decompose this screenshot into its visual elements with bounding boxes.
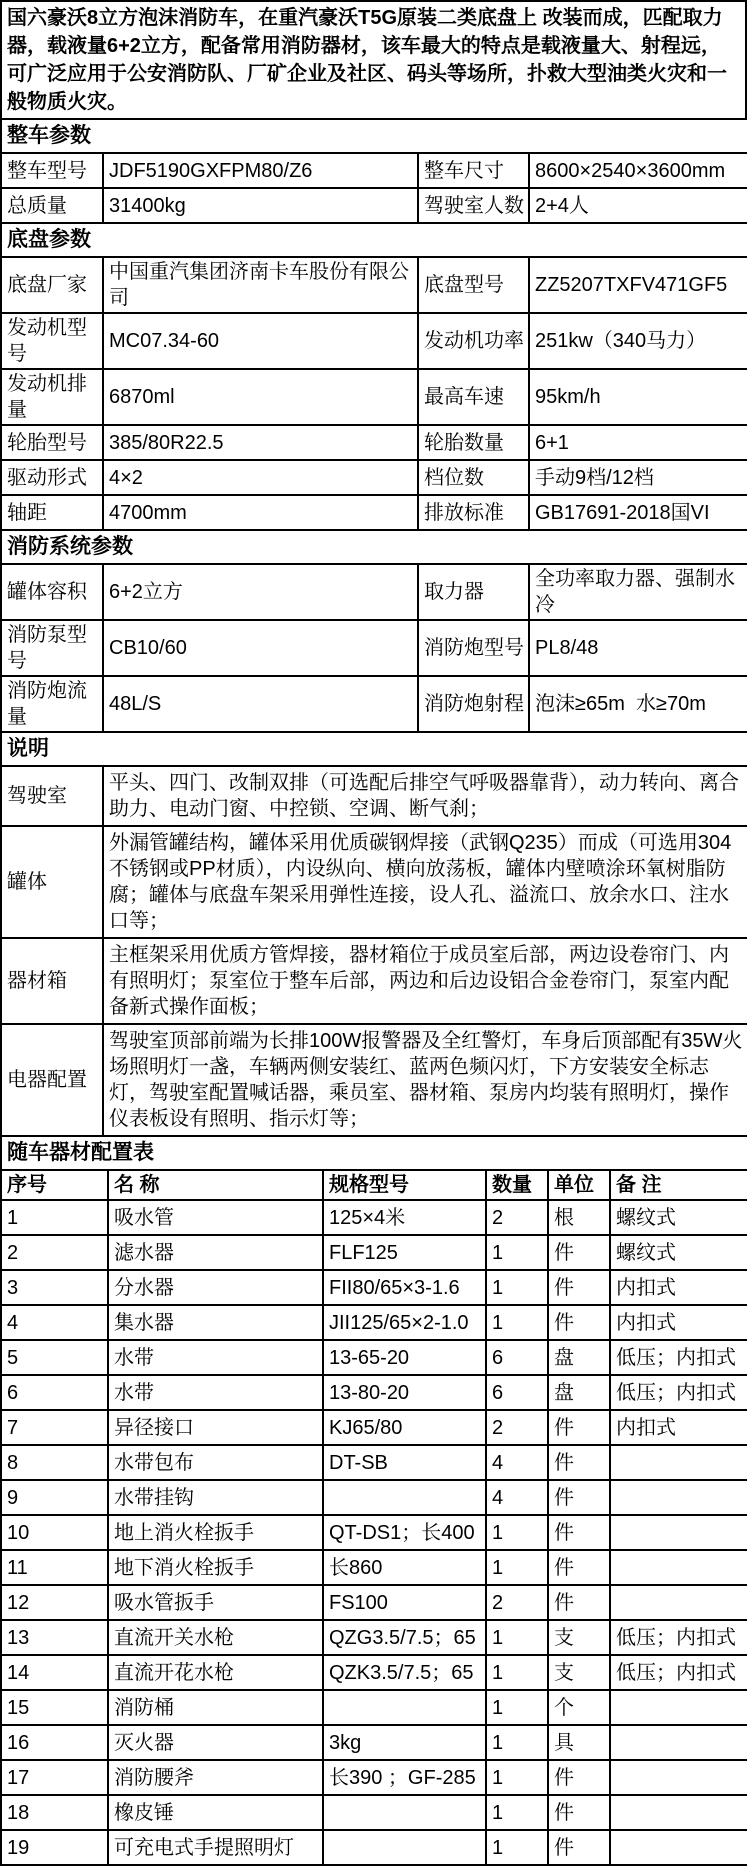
param-value: 95km/h — [529, 369, 747, 425]
table-row — [1, 1585, 747, 1620]
equipment-quantity: 2 — [486, 1200, 548, 1235]
equipment-name: 橡皮锤 — [108, 1795, 323, 1830]
equipment-remark — [610, 1690, 747, 1725]
section-title-row — [1, 732, 747, 766]
section-title-equipment: 随车器材配置表 — [1, 1136, 747, 1170]
equipment-header-row — [1, 1170, 747, 1200]
equipment-model: 125×4米 — [323, 1200, 486, 1235]
table-row — [1, 1375, 747, 1410]
param-label: 取力器 — [418, 564, 529, 620]
table-row — [1, 1480, 747, 1515]
equipment-unit: 件 — [548, 1480, 610, 1515]
param-label: 发动机排量 — [1, 369, 103, 425]
param-label: 发动机功率 — [418, 313, 529, 369]
equipment-model: JII125/65×2-1.0 — [323, 1305, 486, 1340]
equipment-name: 地下消火栓扳手 — [108, 1550, 323, 1585]
table-row — [1, 257, 747, 313]
equipment-index: 6 — [1, 1375, 108, 1410]
param-label: 罐体容积 — [1, 564, 103, 620]
section-notes-rows — [1, 766, 747, 1136]
equipment-quantity: 1 — [486, 1830, 548, 1865]
param-value: CB10/60 — [103, 620, 418, 676]
param-label: 消防炮射程 — [418, 676, 529, 732]
param-label: 消防炮型号 — [418, 620, 529, 676]
equipment-remark — [610, 1515, 747, 1550]
equipment-unit: 件 — [548, 1515, 610, 1550]
param-value: 全功率取力器、强制水冷 — [529, 564, 747, 620]
equipment-index: 8 — [1, 1445, 108, 1480]
table-row — [1, 1305, 747, 1340]
equipment-model: FLF125 — [323, 1235, 486, 1270]
equipment-unit: 根 — [548, 1200, 610, 1235]
equipment-quantity: 6 — [486, 1375, 548, 1410]
equipment-quantity: 1 — [486, 1270, 548, 1305]
equipment-remark: 低压；内扣式 — [610, 1655, 747, 1690]
equipment-index: 16 — [1, 1725, 108, 1760]
equipment-name: 水带挂钩 — [108, 1480, 323, 1515]
table-row — [1, 425, 747, 460]
table-row — [1, 826, 747, 938]
equipment-model: 3kg — [323, 1725, 486, 1760]
equipment-index: 19 — [1, 1830, 108, 1865]
note-text: 驾驶室顶部前端为长排100W报警器及全红警灯，车身后顶部配有35W火场照明灯一盏，车辆两侧安装红、蓝两色频闪灯，下方安装安全标志灯，驾驶室配置喊话器，乘员室、器材箱、泵房内均装有照明灯，操作仪表板设有照明、指示灯等； — [103, 1024, 747, 1136]
equipment-quantity: 1 — [486, 1235, 548, 1270]
table-row — [1, 1515, 747, 1550]
table-row — [1, 564, 747, 620]
equipment-unit: 件 — [548, 1585, 610, 1620]
column-header-model: 规格型号 — [323, 1170, 486, 1200]
param-value: 4700mm — [103, 495, 418, 530]
param-label: 档位数 — [418, 460, 529, 495]
table-row — [1, 1655, 747, 1690]
equipment-quantity: 1 — [486, 1725, 548, 1760]
equipment-name: 地上消火栓扳手 — [108, 1515, 323, 1550]
table-row — [1, 1795, 747, 1830]
equipment-remark: 低压；内扣式 — [610, 1340, 747, 1375]
equipment-model: KJ65/80 — [323, 1410, 486, 1445]
section-chassis-title — [1, 223, 747, 257]
equipment-unit: 支 — [548, 1655, 610, 1690]
param-label: 总质量 — [1, 188, 103, 223]
equipment-name: 滤水器 — [108, 1235, 323, 1270]
note-label: 器材箱 — [1, 938, 103, 1024]
equipment-name: 水带 — [108, 1375, 323, 1410]
section-title-row — [1, 530, 747, 564]
column-header-name: 名 称 — [108, 1170, 323, 1200]
equipment-quantity: 1 — [486, 1515, 548, 1550]
table-row — [1, 153, 747, 188]
equipment-unit: 件 — [548, 1305, 610, 1340]
param-label: 整车型号 — [1, 153, 103, 188]
equipment-unit: 个 — [548, 1690, 610, 1725]
equipment-remark — [610, 1480, 747, 1515]
equipment-index: 13 — [1, 1620, 108, 1655]
equipment-remark: 低压；内扣式 — [610, 1375, 747, 1410]
param-label: 底盘厂家 — [1, 257, 103, 313]
equipment-model: DT-SB — [323, 1445, 486, 1480]
equipment-remark: 低压；内扣式 — [610, 1620, 747, 1655]
equipment-remark: 螺纹式 — [610, 1200, 747, 1235]
param-value: 8600×2540×3600mm — [529, 153, 747, 188]
table-row — [1, 938, 747, 1024]
param-label: 发动机型号 — [1, 313, 103, 369]
param-label: 驱动形式 — [1, 460, 103, 495]
param-value: 4×2 — [103, 460, 418, 495]
equipment-model: QZK3.5/7.5；65 — [323, 1655, 486, 1690]
equipment-rows — [1, 1200, 747, 1865]
equipment-model: 13-65-20 — [323, 1340, 486, 1375]
param-value: GB17691-2018国VI — [529, 495, 747, 530]
equipment-name: 分水器 — [108, 1270, 323, 1305]
equipment-name: 水带 — [108, 1340, 323, 1375]
section-vehicle-rows — [1, 153, 747, 223]
equipment-remark: 内扣式 — [610, 1305, 747, 1340]
equipment-unit: 件 — [548, 1270, 610, 1305]
equipment-remark — [610, 1760, 747, 1795]
table-row — [1, 460, 747, 495]
param-label: 轴距 — [1, 495, 103, 530]
equipment-index: 11 — [1, 1550, 108, 1585]
param-value: 31400kg — [103, 188, 418, 223]
equipment-model — [323, 1690, 486, 1725]
equipment-name: 集水器 — [108, 1305, 323, 1340]
table-row — [1, 1024, 747, 1136]
equipment-index: 18 — [1, 1795, 108, 1830]
section-fire-system-rows — [1, 564, 747, 732]
note-text: 主框架采用优质方管焊接，器材箱位于成员室后部，两边设卷帘门、内有照明灯；泵室位于整车后部，两边和后边设铝合金卷帘门，泵室内配备新式操作面板； — [103, 938, 747, 1024]
equipment-quantity: 1 — [486, 1550, 548, 1585]
param-value: MC07.34-60 — [103, 313, 418, 369]
note-label: 电器配置 — [1, 1024, 103, 1136]
section-title-vehicle: 整车参数 — [1, 119, 747, 153]
param-value: 251kw（340马力） — [529, 313, 747, 369]
equipment-name: 吸水管 — [108, 1200, 323, 1235]
table-row — [1, 1200, 747, 1235]
equipment-name: 消防腰斧 — [108, 1760, 323, 1795]
equipment-remark — [610, 1795, 747, 1830]
table-row — [1, 188, 747, 223]
spec-table — [0, 118, 747, 1137]
table-row — [1, 313, 747, 369]
equipment-unit: 盘 — [548, 1375, 610, 1410]
section-title-row — [1, 223, 747, 257]
param-value: 385/80R22.5 — [103, 425, 418, 460]
equipment-title — [1, 1136, 747, 1200]
equipment-quantity: 6 — [486, 1340, 548, 1375]
param-label: 底盘型号 — [418, 257, 529, 313]
param-value: 6870ml — [103, 369, 418, 425]
table-row — [1, 1410, 747, 1445]
equipment-remark — [610, 1550, 747, 1585]
equipment-name: 水带包布 — [108, 1445, 323, 1480]
table-row — [1, 766, 747, 826]
equipment-model: QZG3.5/7.5；65 — [323, 1620, 486, 1655]
equipment-model — [323, 1480, 486, 1515]
equipment-name: 直流开花水枪 — [108, 1655, 323, 1690]
section-title-chassis: 底盘参数 — [1, 223, 747, 257]
param-value: PL8/48 — [529, 620, 747, 676]
equipment-model: 13-80-20 — [323, 1375, 486, 1410]
equipment-index: 15 — [1, 1690, 108, 1725]
equipment-model: FII80/65×3-1.6 — [323, 1270, 486, 1305]
equipment-index: 17 — [1, 1760, 108, 1795]
equipment-quantity: 4 — [486, 1445, 548, 1480]
equipment-quantity: 1 — [486, 1620, 548, 1655]
equipment-unit: 具 — [548, 1725, 610, 1760]
equipment-unit: 件 — [548, 1830, 610, 1865]
param-value: JDF5190GXFPM80/Z6 — [103, 153, 418, 188]
table-row — [1, 1235, 747, 1270]
equipment-quantity: 2 — [486, 1585, 548, 1620]
section-fire-system-title — [1, 530, 747, 564]
equipment-remark: 内扣式 — [610, 1410, 747, 1445]
table-row — [1, 676, 747, 732]
param-label: 排放标准 — [418, 495, 529, 530]
table-row — [1, 369, 747, 425]
equipment-model: FS100 — [323, 1585, 486, 1620]
param-value: 中国重汽集团济南卡车股份有限公司 — [103, 257, 418, 313]
table-row — [1, 1550, 747, 1585]
table-row — [1, 1830, 747, 1865]
column-header-index: 序号 — [1, 1170, 108, 1200]
param-value: ZZ5207TXFV471GF5 — [529, 257, 747, 313]
equipment-remark — [610, 1830, 747, 1865]
section-title-fire-system: 消防系统参数 — [1, 530, 747, 564]
equipment-quantity: 1 — [486, 1795, 548, 1830]
equipment-quantity: 1 — [486, 1305, 548, 1340]
equipment-model: QT-DS1；长400 — [323, 1515, 486, 1550]
equipment-quantity: 1 — [486, 1690, 548, 1725]
table-row — [1, 495, 747, 530]
equipment-remark: 内扣式 — [610, 1270, 747, 1305]
column-header-unit: 单位 — [548, 1170, 610, 1200]
equipment-quantity: 1 — [486, 1655, 548, 1690]
equipment-name: 消防桶 — [108, 1690, 323, 1725]
column-header-quantity: 数量 — [486, 1170, 548, 1200]
equipment-model: 长860 — [323, 1550, 486, 1585]
equipment-index: 1 — [1, 1200, 108, 1235]
equipment-remark — [610, 1445, 747, 1480]
equipment-quantity: 2 — [486, 1410, 548, 1445]
equipment-name: 可充电式手提照明灯 — [108, 1830, 323, 1865]
equipment-index: 3 — [1, 1270, 108, 1305]
section-title-row — [1, 1136, 747, 1170]
table-row — [1, 1270, 747, 1305]
table-row — [1, 1760, 747, 1795]
param-label: 轮胎数量 — [418, 425, 529, 460]
equipment-unit: 件 — [548, 1760, 610, 1795]
equipment-unit: 件 — [548, 1550, 610, 1585]
equipment-remark: 螺纹式 — [610, 1235, 747, 1270]
equipment-remark — [610, 1725, 747, 1760]
note-label: 罐体 — [1, 826, 103, 938]
equipment-table — [0, 1135, 747, 1866]
equipment-unit: 件 — [548, 1410, 610, 1445]
section-vehicle-title — [1, 119, 747, 153]
param-value: 6+2立方 — [103, 564, 418, 620]
param-label: 驾驶室人数 — [418, 188, 529, 223]
equipment-name: 直流开关水枪 — [108, 1620, 323, 1655]
table-row — [1, 1340, 747, 1375]
equipment-index: 7 — [1, 1410, 108, 1445]
equipment-index: 2 — [1, 1235, 108, 1270]
table-row — [1, 1445, 747, 1480]
note-label: 驾驶室 — [1, 766, 103, 826]
param-label: 最高车速 — [418, 369, 529, 425]
param-value: 手动9档/12档 — [529, 460, 747, 495]
equipment-unit: 支 — [548, 1620, 610, 1655]
equipment-unit: 件 — [548, 1235, 610, 1270]
equipment-index: 4 — [1, 1305, 108, 1340]
equipment-quantity: 4 — [486, 1480, 548, 1515]
note-text: 外漏管罐结构，罐体采用优质碳钢焊接（武钢Q235）而成（可选用304不锈钢或PP材质），内设纵向、横向放荡板，罐体内壁喷涂环氧树脂防腐；罐体与底盘车架采用弹性连接，设人孔、溢流口、放余水口、注水口等； — [103, 826, 747, 938]
equipment-index: 9 — [1, 1480, 108, 1515]
equipment-remark — [610, 1585, 747, 1620]
equipment-index: 5 — [1, 1340, 108, 1375]
equipment-index: 10 — [1, 1515, 108, 1550]
equipment-index: 14 — [1, 1655, 108, 1690]
intro-paragraph: 国六豪沃8立方泡沫消防车，在重汽豪沃T5G原装二类底盘上 改装而成，匹配取力器，载液量6+2立方，配备常用消防器材，该车最大的特点是载液量大、射程远，可广泛应用于公安消防队、厂矿企业及社区、码头等场所，扑救大型油类火灾和一般物质火灾。 — [0, 0, 747, 120]
equipment-name: 异径接口 — [108, 1410, 323, 1445]
param-label: 轮胎型号 — [1, 425, 103, 460]
param-value: 6+1 — [529, 425, 747, 460]
equipment-index: 12 — [1, 1585, 108, 1620]
table-row — [1, 620, 747, 676]
param-label: 整车尺寸 — [418, 153, 529, 188]
section-title-row — [1, 119, 747, 153]
param-label: 消防泵型号 — [1, 620, 103, 676]
section-title-notes: 说明 — [1, 732, 747, 766]
note-text: 平头、四门、改制双排（可选配后排空气呼吸器靠背），动力转向、离合助力、电动门窗、中控锁、空调、断气刹； — [103, 766, 747, 826]
table-row — [1, 1620, 747, 1655]
param-label: 消防炮流量 — [1, 676, 103, 732]
table-row — [1, 1725, 747, 1760]
equipment-unit: 件 — [548, 1795, 610, 1830]
equipment-quantity: 1 — [486, 1760, 548, 1795]
equipment-name: 灭火器 — [108, 1725, 323, 1760]
equipment-model: 长390 ；GF-285 — [323, 1760, 486, 1795]
equipment-unit: 盘 — [548, 1340, 610, 1375]
table-row — [1, 1690, 747, 1725]
param-value: 2+4人 — [529, 188, 747, 223]
section-notes-title — [1, 732, 747, 766]
equipment-name: 吸水管扳手 — [108, 1585, 323, 1620]
column-header-remark: 备 注 — [610, 1170, 747, 1200]
param-value: 泡沫≥65m 水≥70m — [529, 676, 747, 732]
param-value: 48L/S — [103, 676, 418, 732]
equipment-model — [323, 1795, 486, 1830]
section-chassis-rows — [1, 257, 747, 530]
equipment-model — [323, 1830, 486, 1865]
equipment-unit: 件 — [548, 1445, 610, 1480]
